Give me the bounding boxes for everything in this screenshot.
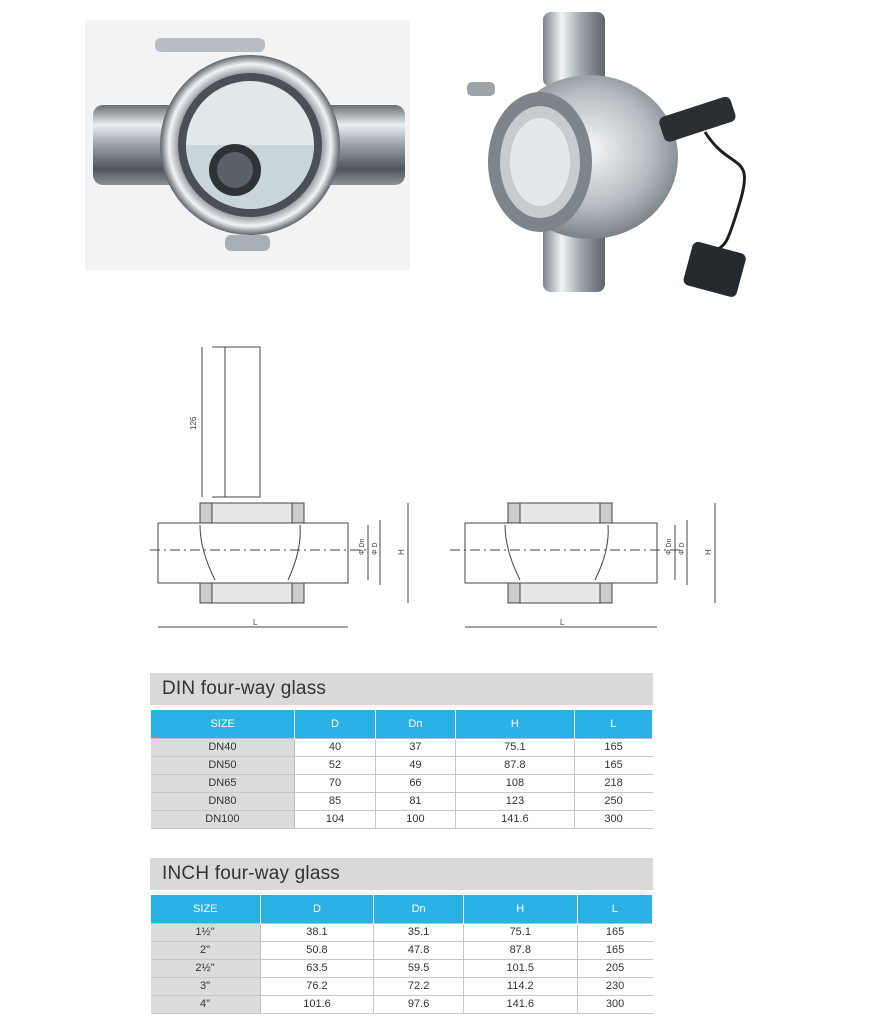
cell-l: 230 <box>577 978 652 996</box>
header-size: SIZE <box>151 895 261 924</box>
cell-d: 38.1 <box>260 924 374 942</box>
d-label-left: Φ D <box>372 542 379 555</box>
cell-d: 85 <box>295 793 375 811</box>
cell-d: 101.6 <box>260 996 374 1014</box>
header-size: SIZE <box>151 710 295 739</box>
header-d: D <box>295 710 375 739</box>
inch-table-header-row <box>151 895 653 924</box>
cell-d: 50.8 <box>260 942 374 960</box>
cell-d: 52 <box>295 757 375 775</box>
table-row <box>151 811 653 829</box>
cell-l: 165 <box>574 757 652 775</box>
length-label-right: L <box>560 618 565 627</box>
inch-table-title: INCH four-way glass <box>150 858 653 890</box>
cell-size: 1½" <box>151 924 261 942</box>
cell-h: 108 <box>456 775 575 793</box>
cell-d: 76.2 <box>260 978 374 996</box>
table-row <box>151 942 653 960</box>
cell-h: 101.5 <box>463 960 577 978</box>
table-row <box>151 924 653 942</box>
din-spec-table <box>150 710 653 829</box>
cell-h: 114.2 <box>463 978 577 996</box>
cell-h: 141.6 <box>456 811 575 829</box>
cell-dn: 49 <box>375 757 455 775</box>
product-photo-with-lamp <box>455 12 785 302</box>
cell-l: 165 <box>574 739 652 757</box>
height-dimension-label: 126 <box>189 416 198 430</box>
cell-size: 4" <box>151 996 261 1014</box>
cell-dn: 59.5 <box>374 960 463 978</box>
cell-dn: 35.1 <box>374 924 463 942</box>
header-dn: Dn <box>375 710 455 739</box>
technical-drawing <box>130 335 730 640</box>
table-row <box>151 978 653 996</box>
dn-label-right: Φ Dn <box>666 538 673 555</box>
inch-table-block <box>150 858 653 1014</box>
cell-size: 2" <box>151 942 261 960</box>
cell-size: DN50 <box>151 757 295 775</box>
din-table-title: DIN four-way glass <box>150 673 653 705</box>
cell-d: 70 <box>295 775 375 793</box>
cell-l: 300 <box>577 996 652 1014</box>
cell-dn: 72.2 <box>374 978 463 996</box>
h-label-left: H <box>397 549 406 555</box>
cell-h: 75.1 <box>463 924 577 942</box>
header-l: L <box>577 895 652 924</box>
dn-label-left: Φ Dn <box>359 538 366 555</box>
cell-d: 40 <box>295 739 375 757</box>
cell-size: DN65 <box>151 775 295 793</box>
din-table-header-row <box>151 710 653 739</box>
inch-spec-table <box>150 895 653 1014</box>
cell-l: 205 <box>577 960 652 978</box>
cell-size: DN80 <box>151 793 295 811</box>
header-h: H <box>456 710 575 739</box>
cell-size: DN100 <box>151 811 295 829</box>
table-row <box>151 739 653 757</box>
cell-dn: 47.8 <box>374 942 463 960</box>
product-photo-front <box>85 20 410 270</box>
cell-dn: 100 <box>375 811 455 829</box>
cell-size: DN40 <box>151 739 295 757</box>
table-row <box>151 793 653 811</box>
header-dn: Dn <box>374 895 463 924</box>
din-table-block <box>150 673 653 829</box>
cell-h: 75.1 <box>456 739 575 757</box>
cell-l: 165 <box>577 924 652 942</box>
cell-size: 3" <box>151 978 261 996</box>
cell-dn: 66 <box>375 775 455 793</box>
table-row <box>151 775 653 793</box>
h-label-right: H <box>704 549 713 555</box>
header-h: H <box>463 895 577 924</box>
cell-h: 87.8 <box>456 757 575 775</box>
table-row <box>151 996 653 1014</box>
header-d: D <box>260 895 374 924</box>
cell-dn: 97.6 <box>374 996 463 1014</box>
cell-size: 2½" <box>151 960 261 978</box>
length-label-left: L <box>253 618 258 627</box>
cell-h: 87.8 <box>463 942 577 960</box>
d-label-right: Φ D <box>679 542 686 555</box>
table-row <box>151 960 653 978</box>
table-row <box>151 757 653 775</box>
cell-h: 123 <box>456 793 575 811</box>
cell-l: 165 <box>577 942 652 960</box>
cell-d: 63.5 <box>260 960 374 978</box>
cell-d: 104 <box>295 811 375 829</box>
header-l: L <box>574 710 652 739</box>
cell-dn: 81 <box>375 793 455 811</box>
cell-l: 300 <box>574 811 652 829</box>
cell-dn: 37 <box>375 739 455 757</box>
cell-l: 250 <box>574 793 652 811</box>
cell-l: 218 <box>574 775 652 793</box>
cell-h: 141.6 <box>463 996 577 1014</box>
